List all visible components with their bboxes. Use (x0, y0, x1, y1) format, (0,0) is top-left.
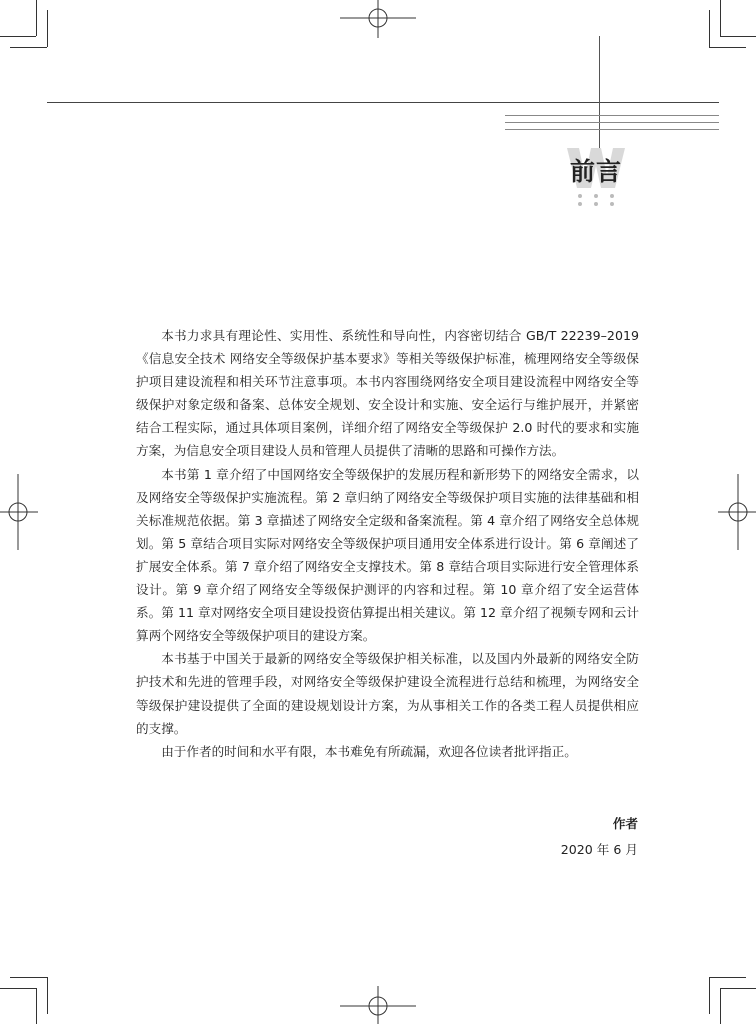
page-title: 前言 (570, 157, 623, 186)
crop-mark (720, 36, 756, 37)
header-vertical-rule (599, 36, 600, 148)
registration-mark-icon (0, 474, 38, 550)
crop-mark (709, 47, 746, 48)
header-stripe (505, 122, 719, 123)
crop-mark (10, 977, 47, 978)
crop-mark (720, 988, 756, 989)
paragraph: 本书第 1 章介绍了中国网络安全等级保护的发展历程和新形势下的网络安全需求，以及网络安全等级保护实施流程。第 2 章归纳了网络安全等级保护项目实施的法律基础和相关标准规范依据。第 3 章描述了网络安全定级和备案流程。第 4 章介绍了网络安全总体规划。第 5 章结合项目实际对网络安全等级保护项目通用安全体系进行设计。第 6 章阐述了扩展安全体系。第 7 章介绍了网络安全支撑技术。第 8 章结合项目实际进行安全管理体系设计。第 9 章介绍了网络安全等级保护测评的内容和过程。第 10 章介绍了安全运营体系。第 11 章对网络安全项目建设投资估算提出相关建议。第 12 章介绍了视频专网和云计算两个网络安全等级保护项目的建设方案。 (136, 466, 639, 644)
crop-mark (720, 0, 721, 36)
signature-date: 2020 年 6 月 (560, 842, 638, 857)
header-rule (47, 102, 719, 103)
registration-mark-icon (340, 0, 416, 38)
crop-mark (709, 977, 746, 978)
crop-mark (709, 977, 710, 1014)
author-signature: 作者 (612, 816, 638, 831)
crop-mark (47, 10, 48, 47)
crop-mark (0, 36, 36, 37)
crop-mark (47, 977, 48, 1014)
header-stripe (505, 115, 719, 116)
crop-mark (10, 47, 47, 48)
crop-mark (36, 988, 37, 1024)
body-text (136, 324, 639, 763)
paragraph: 由于作者的时间和水平有限，本书难免有所疏漏，欢迎各位读者批评指正。 (161, 743, 577, 759)
crop-mark (709, 10, 710, 47)
crop-mark (36, 0, 37, 36)
paragraph: 本书基于中国关于最新的网络安全等级保护相关标准，以及国内外最新的网络安全防护技术和先进的管理手段，对网络安全等级保护建设全流程进行总结和梳理，为网络安全等级保护建设提供了全面的建设规划设计方案，为从事相关工作的各类工程人员提供相应的支撑。 (136, 651, 639, 736)
paragraph: 本书力求具有理论性、实用性、系统性和导向性，内容密切结合 GB/T 22239–2019《信息安全技术 网络安全等级保护基本要求》等相关等级保护标准，梳理网络安全等级保护项目建设流程和相关环节注意事项。本书内容围绕网络安全项目建设流程中网络安全等级保护对象定级和备案、总体安全规划、安全设计和实施、安全运行与维护展开，并紧密结合工程实际，通过具体项目案例，详细介绍了网络安全等级保护 2.0 时代的要求和实施方案，为信息安全项目建设人员和管理人员提供了清晰的思路和可操作方法。 (136, 328, 639, 459)
crop-mark (720, 988, 721, 1024)
crop-mark (0, 988, 36, 989)
registration-mark-icon (718, 474, 756, 550)
header-stripe (505, 129, 719, 130)
registration-mark-icon (340, 986, 416, 1024)
